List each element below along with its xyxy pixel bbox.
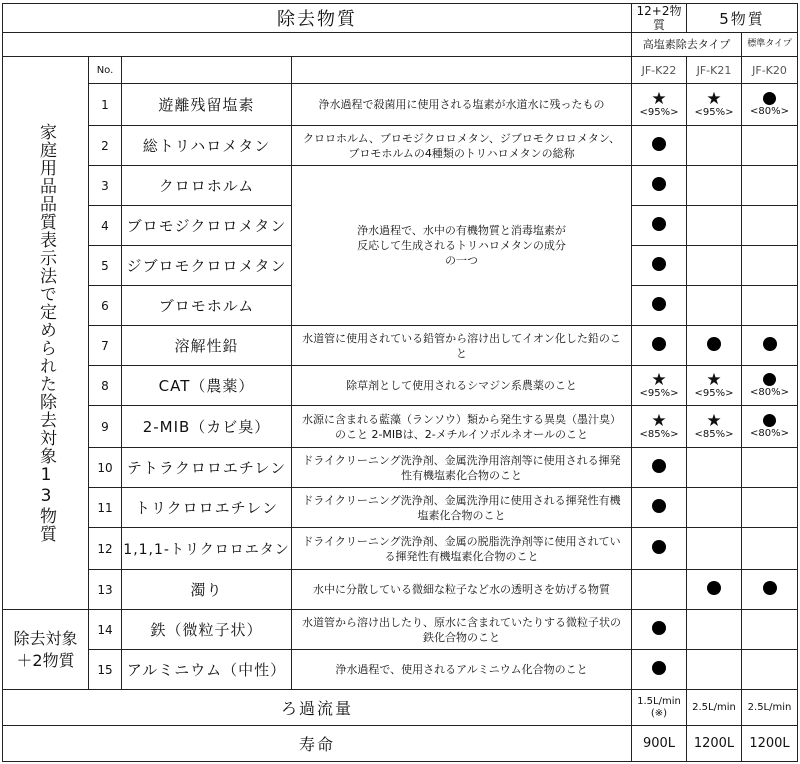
mark-cell-k21 [687,286,742,326]
mark-cell-k22 [632,528,687,570]
row-number: 14 [89,610,122,650]
row-number: 10 [89,448,122,488]
mark-cell-k20 [742,570,798,610]
life-label: 寿命 [3,726,632,762]
dot-mark [707,337,721,351]
dot-mark [652,661,666,675]
mark-cell-k21 [687,488,742,528]
star-mark: ★ [706,369,722,390]
mark-cell-k22 [632,570,687,610]
star-mark: ★ [706,410,722,431]
mark-cell-k22 [632,406,687,448]
substance-name: クロロホルム [122,166,292,206]
substance-name: 1,1,1-トリクロロエタン [122,528,292,570]
mark-cell-k21 [687,126,742,166]
substance-description: 除草剤として使用されるシマジン系農薬のこと [292,366,632,406]
substance-description: クロロホルム、ブロモジクロロメタン、ジブロモクロロメタン、ブロモホルムの4種類のトリハロメタンの総称 [292,126,632,166]
row-number: 1 [89,84,122,126]
substance-description: ドライクリーニング洗浄剤、金属の脱脂洗浄剤等に使用されている揮発性有機塩素化合物のこと [292,528,632,570]
header-group-5: 5物質 [687,4,798,33]
substance-description: ドライクリーニング洗浄剤、金属洗浄用溶剤等に使用される揮発性有機塩素化合物のこと [292,448,632,488]
mark-cell-k20 [742,246,798,286]
mark-cell-k21 [687,528,742,570]
substance-name: 総トリハロメタン [122,126,292,166]
dot-mark [652,337,666,351]
table-row [3,570,798,610]
substance-name: ジブロモクロロメタン [122,246,292,286]
shared-description: 浄水過程で、水中の有機物質と消毒塩素が反応して生成されるトリハロメタンの成分の一つ [292,166,632,326]
mark-cell-k21 [687,366,742,406]
mark-cell-k22 [632,650,687,690]
removal-rate: <80%> [750,105,789,117]
table-row [3,166,798,206]
mark-cell-k21 [687,166,742,206]
flow-rate-k21: 2.5L/min [687,690,742,726]
life-k22: 900L [632,726,687,762]
row-number: 6 [89,286,122,326]
removal-rate: <85%> [694,428,734,440]
table-row [3,650,798,690]
mark-cell-k22 [632,326,687,366]
mark-cell-k20 [742,406,798,448]
substance-name: 鉄（微粒子状） [122,610,292,650]
substance-name: 濁り [122,570,292,610]
substance-description: 水源に含まれる藍藻（ランソウ）類から発生する異臭（墨汁臭）のこと 2-MIBは、2-メチルイソボルネオールのこと [292,406,632,448]
mark-cell-k22 [632,206,687,246]
mark-cell-k21 [687,448,742,488]
flow-rate-k20: 2.5L/min [742,690,798,726]
table-row [3,488,798,528]
dot-mark [652,621,666,635]
mark-cell-k20 [742,448,798,488]
substance-name: 溶解性鉛 [122,326,292,366]
row-number: 11 [89,488,122,528]
substance-name: 2-MIB（カビ臭） [122,406,292,448]
substance-description: 水道管から溶け出したり、原水に含まれていたりする微粒子状の鉄化合物のこと [292,610,632,650]
star-mark: ★ [706,88,722,109]
table-row [3,448,798,488]
substance-name: アルミニウム（中性） [122,650,292,690]
mark-cell-k22 [632,366,687,406]
table-row [3,84,798,126]
no-header: No. [89,57,122,84]
row-number: 15 [89,650,122,690]
mark-cell-k20 [742,326,798,366]
header-spacer [3,33,632,57]
name-header [122,57,292,84]
mark-cell-k20 [742,528,798,570]
model-jf-k21: JF-K21 [687,57,742,84]
substance-name: 遊離残留塩素 [122,84,292,126]
table-row [3,528,798,570]
mark-cell-k21 [687,610,742,650]
removal-rate: <85%> [639,428,679,440]
dot-mark [763,581,777,595]
substance-description: ドライクリーニング洗浄剤、金属洗浄用に使用される揮発性有機塩素化合物のこと [292,488,632,528]
dot-mark [652,459,666,473]
dot-mark [763,373,776,386]
mark-cell-k20 [742,206,798,246]
mark-cell-k22 [632,246,687,286]
dot-mark [763,337,777,351]
mark-cell-k20 [742,366,798,406]
flow-rate-label: ろ過流量 [3,690,632,726]
mark-cell-k22 [632,610,687,650]
mark-cell-k20 [742,286,798,326]
substance-description: 水中に分散している微細な粒子など水の透明さを妨げる物質 [292,570,632,610]
removal-rate: <95%> [694,106,734,118]
mark-cell-k22 [632,286,687,326]
substance-description: 浄水過程で殺菌用に使用される塩素が水道水に残ったもの [292,84,632,126]
dot-mark [652,297,666,311]
dot-mark [652,257,666,271]
substance-name: CAT（農薬） [122,366,292,406]
dot-mark [652,177,666,191]
mark-cell-k20 [742,84,798,126]
star-mark: ★ [651,410,667,431]
table-row [3,126,798,166]
mark-cell-k20 [742,166,798,206]
mark-cell-k20 [742,488,798,528]
mark-cell-k22 [632,84,687,126]
dot-mark [652,217,666,231]
removal-rate: <95%> [694,387,734,399]
life-k20: 1200L [742,726,798,762]
mark-cell-k21 [687,570,742,610]
header-group-12: 12+2物質 [632,4,687,33]
removal-rate: <80%> [750,427,789,439]
category-household [3,57,89,610]
substance-name: ブロモジクロロメタン [122,206,292,246]
substance-description: 水道管に使用されている鉛管から溶け出してイオン化した鉛のこと [292,326,632,366]
mark-cell-k21 [687,650,742,690]
mark-cell-k20 [742,610,798,650]
mark-cell-k21 [687,206,742,246]
substance-name: トリクロロエチレン [122,488,292,528]
mark-cell-k22 [632,166,687,206]
mark-cell-k20 [742,650,798,690]
dot-mark [652,137,666,151]
mark-cell-k21 [687,246,742,286]
model-jf-k22: JF-K22 [632,57,687,84]
mark-cell-k22 [632,126,687,166]
removal-rate: <80%> [750,386,789,398]
header-title: 除去物質 [3,4,632,33]
row-number: 9 [89,406,122,448]
flow-rate-k22: 1.5L/min (※) [632,690,687,726]
row-number: 3 [89,166,122,206]
category-household-label: 家庭用品品質表示法で定められた除去対象13物質 [36,123,56,543]
model-jf-k20: JF-K20 [742,57,798,84]
mark-cell-k21 [687,326,742,366]
category-extra: 除去対象＋2物質 [3,610,89,690]
row-number: 13 [89,570,122,610]
star-mark: ★ [651,369,667,390]
row-number: 4 [89,206,122,246]
dot-mark [763,92,776,105]
header-type-standard: 標準タイプ [742,33,798,57]
row-number: 8 [89,366,122,406]
row-number: 2 [89,126,122,166]
table-row [3,610,798,650]
substance-name: ブロモホルム [122,286,292,326]
mark-cell-k22 [632,448,687,488]
mark-cell-k21 [687,406,742,448]
substance-name: テトラクロロエチレン [122,448,292,488]
removal-spec-table [2,3,798,762]
star-mark: ★ [651,88,667,109]
substance-description: 浄水過程で、使用されるアルミニウム化合物のこと [292,650,632,690]
row-number: 5 [89,246,122,286]
row-number: 12 [89,528,122,570]
life-k21: 1200L [687,726,742,762]
table-row [3,326,798,366]
removal-rate: <95%> [639,106,679,118]
dot-mark [707,581,721,595]
header-type-high: 高塩素除去タイプ [632,33,742,57]
desc-header [292,57,632,84]
mark-cell-k20 [742,126,798,166]
dot-mark [652,540,666,554]
row-number: 7 [89,326,122,366]
removal-rate: <95%> [639,387,679,399]
mark-cell-k22 [632,488,687,528]
table-row [3,406,798,448]
table-row [3,366,798,406]
mark-cell-k21 [687,84,742,126]
dot-mark [652,499,666,513]
dot-mark [763,414,776,427]
